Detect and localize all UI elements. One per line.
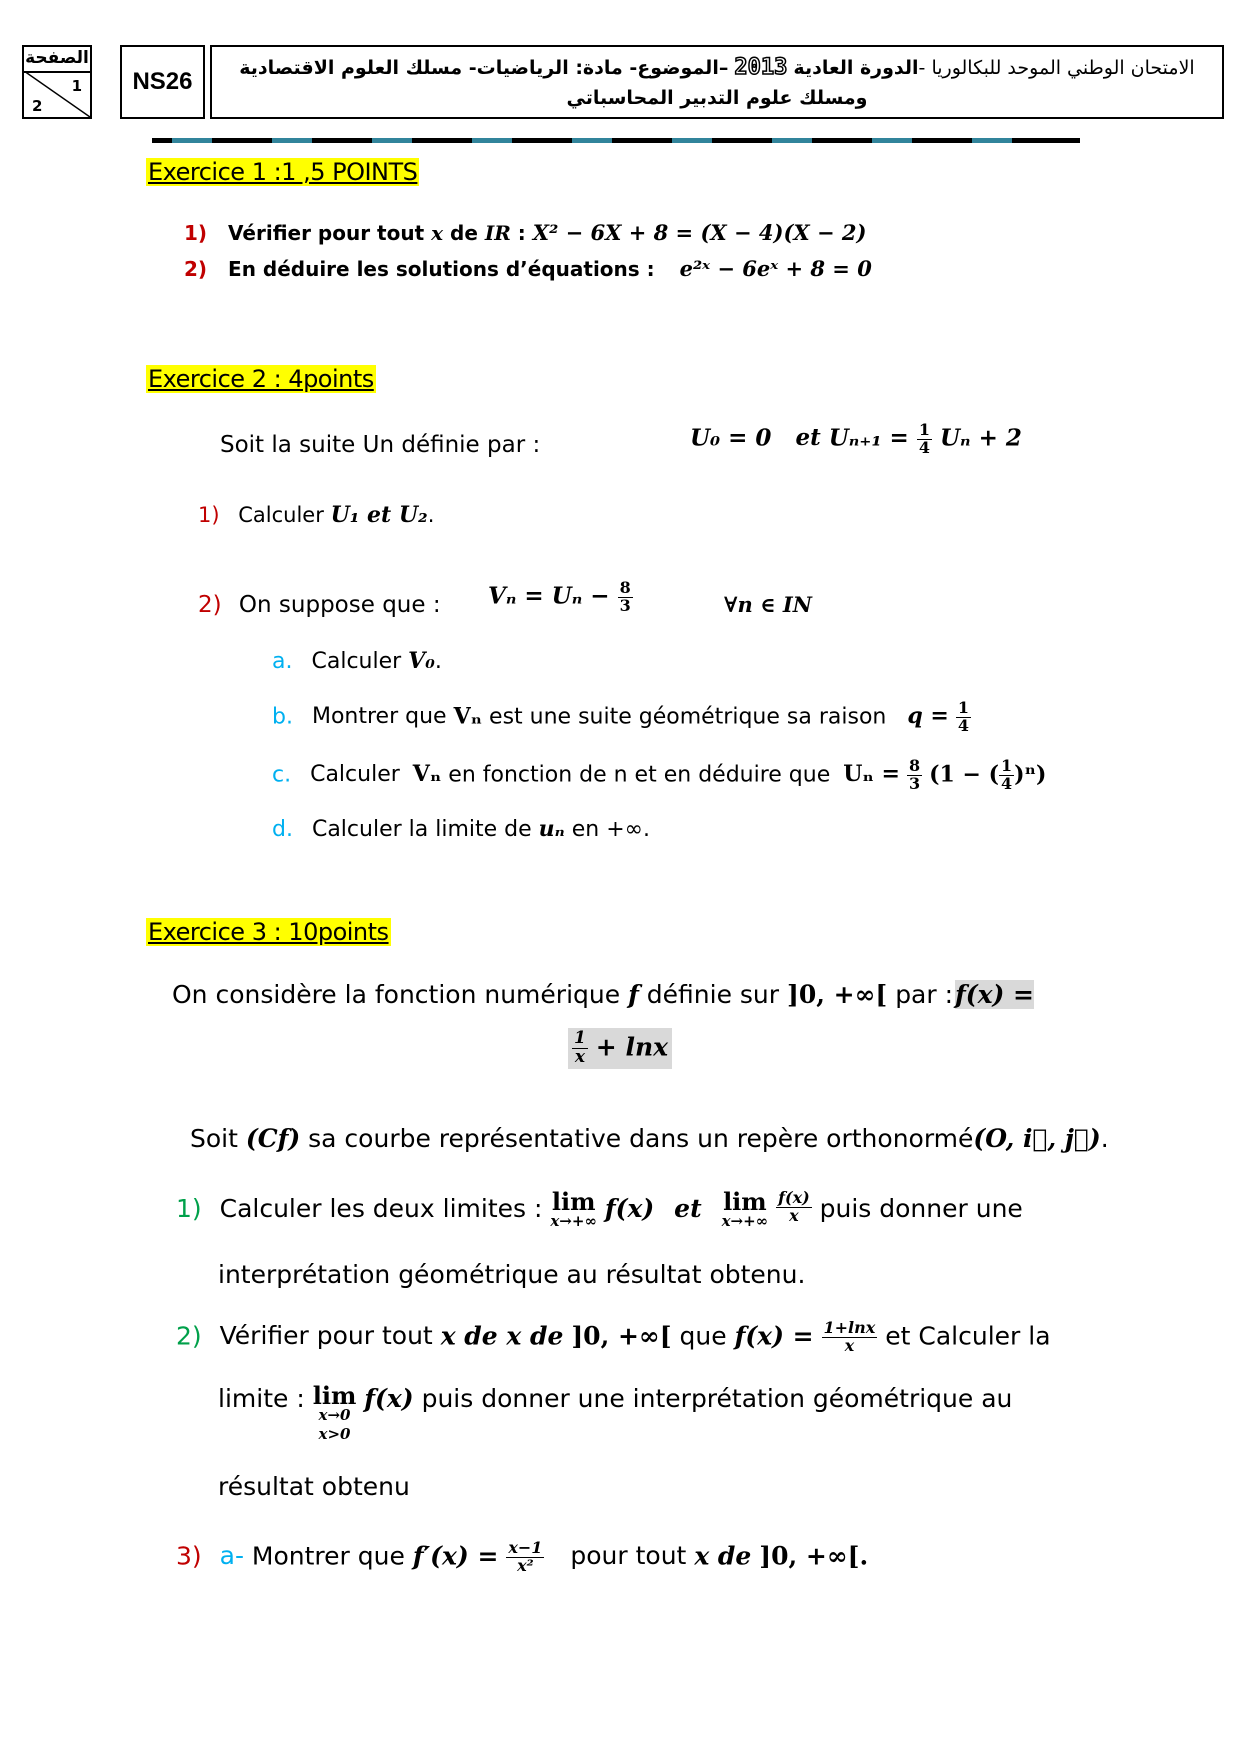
ex1-question-2: 2) En déduire les solutions d’équations : e²ˣ − 6eˣ + 8 = 0 bbox=[184, 256, 872, 281]
page-number: 1 bbox=[71, 77, 82, 95]
ex3-question-2: 2) Vérifier pour tout x de x de ]0, +∞[ que f(x) = $\frac{1+\ln x}{x}$ et Calculer la bbox=[176, 1318, 1051, 1355]
exam-title bbox=[210, 45, 1224, 119]
exam-year: 2013 bbox=[734, 55, 788, 80]
ex3-question-3a: 3) a- Montrer que f′(x) = $\frac{x-1}{\text{x²}}$ pour tout x de ]0, +∞[. bbox=[176, 1538, 869, 1575]
ex2-intro: Soit la suite Un définie par : bbox=[220, 432, 541, 458]
header-separator bbox=[152, 138, 1080, 143]
ex2-question-2b: b. Montrer que Vₙ est une suite géométrique sa raison q = $\frac{1}{4}$ bbox=[272, 698, 969, 735]
ex3-question-1: 1) Calculer les deux limites : lim x→+∞ f(x) et lim x→+∞ $\frac{f(x)}{x}$ puis donner une bbox=[176, 1187, 1023, 1230]
ex3-intro: On considère la fonction numérique f définie sur ]0, +∞[ par :f(x) = bbox=[172, 980, 1034, 1009]
ex1-question-1: 1) Vérifier pour tout x de IR : X² − 6X + 8 = (X − 4)(X − 2) bbox=[184, 220, 867, 245]
ex2-question-2a: a. Calculer V₀. bbox=[272, 648, 442, 674]
exam-title-line1: الامتحان الوطني الموحد للبكالوريا -الدورة العادية 2013 –الموضوع- مادة: الرياضيات- مسلك العلوم الاقتصادية bbox=[239, 55, 1195, 80]
page-total: 2 bbox=[32, 97, 43, 115]
exercise-2-title: Exercice 2 : 4points bbox=[148, 365, 374, 393]
ex3-question-1-line2: interprétation géométrique au résultat obtenu. bbox=[218, 1260, 806, 1289]
ex3-question-2-line2: limite : lim x→0 x>0 f(x) puis donner une interprétation géométrique au bbox=[218, 1381, 1013, 1443]
ex2-question-2d: d. Calculer la limite de uₙ en +∞. bbox=[272, 816, 650, 842]
exam-title-line2: ومسلك علوم التدبير المحاسباتي bbox=[566, 87, 868, 109]
ex3-function-expression: $\frac{1}{x}$ + lnx bbox=[568, 1028, 672, 1069]
ex2-question-2: 2) On suppose que : bbox=[198, 592, 441, 618]
ex3-curve-intro: Soit (Cf) sa courbe représentative dans un repère orthonormé(O, i⃗, j⃗). bbox=[190, 1124, 1109, 1153]
page-number-box bbox=[22, 45, 92, 119]
ex2-forall: ∀n ∈ IN bbox=[724, 592, 812, 617]
exercise-3-title: Exercice 3 : 10points bbox=[148, 918, 389, 946]
exam-code: NS26 bbox=[120, 45, 205, 119]
exercise-1-title: Exercice 1 :1 ,5 POINTS bbox=[148, 158, 418, 186]
ex2-question-1: 1) Calculer U₁ et U₂. bbox=[198, 502, 435, 528]
ex3-question-2-line3: résultat obtenu bbox=[218, 1472, 410, 1501]
page-label: الصفحة bbox=[24, 47, 90, 73]
ex2-question-2c: c. Calculer Vₙ en fonction de n et en déduire que Uₙ = $\frac{8}{3}$ (1 − ( $\frac{1}{4}$ )ⁿ) bbox=[272, 756, 1047, 793]
ex2-definition: U₀ = 0 et Uₙ₊₁ = $\frac{1}{4}$ Uₙ + 2 bbox=[690, 420, 1022, 457]
ex2-vn-definition: Vₙ = Uₙ − $\frac{8}{3}$ bbox=[488, 578, 631, 615]
